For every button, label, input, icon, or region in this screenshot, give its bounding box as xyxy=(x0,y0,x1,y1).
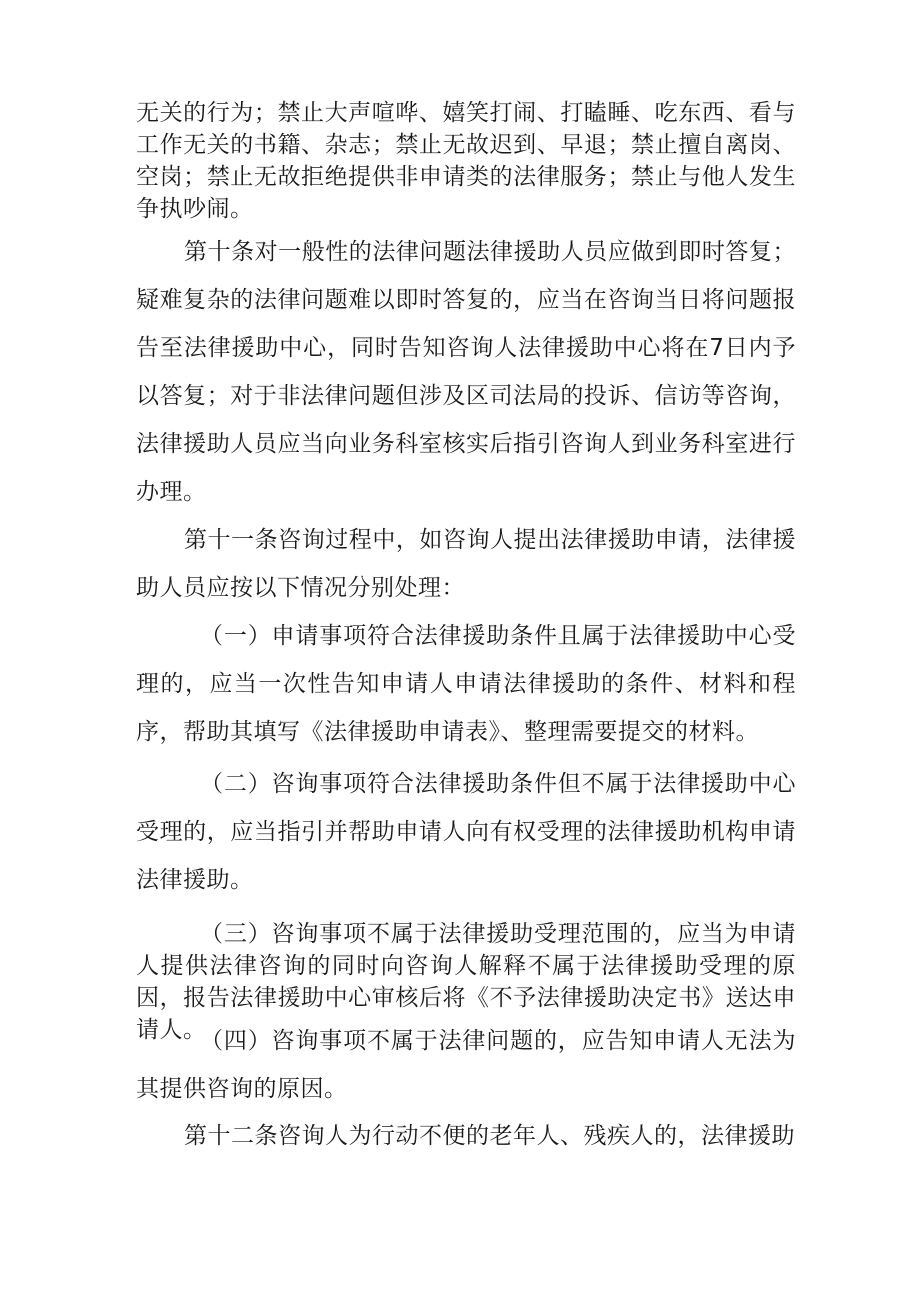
paragraph-article-11: 第十一条咨询过程中，如咨询人提出法律援助申请，法律援助人员应按以下情况分别处理： xyxy=(136,527,796,601)
paragraph-item-4: （四）咨询事项不属于法律问题的，应告知申请人无法为其提供咨询的原因。 xyxy=(136,1028,796,1102)
paragraph-article-10: 第十条对一般性的法律问题法律援助人员应做到即时答复；疑难复杂的法律问题难以即时答复的，应当在咨询当日将问题报告至法律援助中心，同时告知咨询人法律援助中心将在7日内予以答复；对于非法律问题但涉及区司法局的投诉、信访等咨询，法律援助人员应当向业务科室核实后指引咨询人到业务科室进行办理。 xyxy=(136,239,796,505)
paragraph-item-3: （三）咨询事项不属于法律援助受理范围的，应当为申请人提供法律咨询的同时向咨询人解释不属于法律援助受理的原因，报告法律援助中心审核后将《不予法律援助决定书》送达申请人。 xyxy=(136,921,796,1043)
paragraph-item-1: （一）申请事项符合法律援助条件且属于法律援助中心受理的，应当一次性告知申请人申请法律援助的条件、材料和程序，帮助其填写《法律援助申请表》、整理需要提交的材料。 xyxy=(136,623,796,745)
paragraph-item-2: （二）咨询事项符合法律援助条件但不属于法律援助中心受理的，应当指引并帮助申请人向有权受理的法律援助机构申请法律援助。 xyxy=(136,771,796,893)
paragraph-article-9-continuation: 无关的行为；禁止大声喧哗、嬉笑打闹、打瞌睡、吃东西、看与工作无关的书籍、杂志；禁止无故迟到、早退；禁止擅自离岗、空岗；禁止无故拒绝提供非申请类的法律服务；禁止与他人发生争执吵闹。 xyxy=(136,100,796,222)
paragraph-article-12: 第十二条咨询人为行动不便的老年人、残疾人的，法律援助 xyxy=(184,1123,795,1149)
